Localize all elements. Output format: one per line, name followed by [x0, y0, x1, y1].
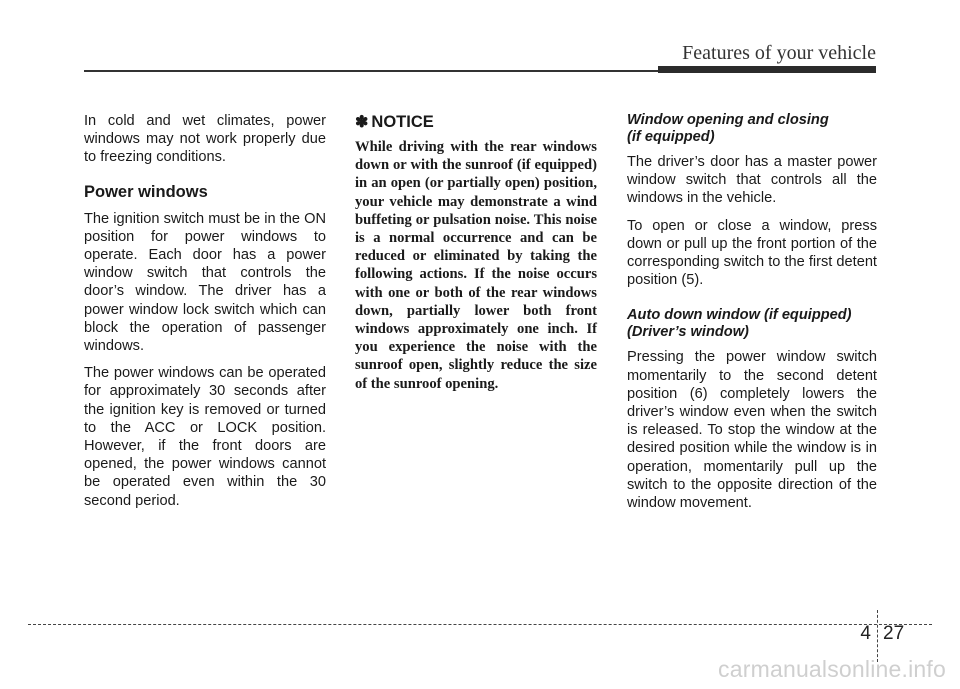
watermark: carmanualsonline.info [718, 656, 946, 682]
page-number-separator [877, 610, 878, 662]
header-accent-bar [658, 66, 876, 73]
auto-down-paragraph: Pressing the power window switch momentarily to the second detent position (6) completely lowers the driver’s window even when the switch is released. To stop the window at the desired position while the window is in operation, momentarily pull up the switch to the opposite direction of the window movement. [627, 349, 877, 512]
page-header-title: Features of your vehicle [682, 42, 876, 64]
column-right [627, 112, 877, 521]
section-title-power-windows: Power windows [84, 182, 208, 201]
power-windows-paragraph-1: The ignition switch must be in the ON position for power windows to operate. Each door has a power window switch that controls the door’s window. The driver has a power window lock switch which can block the operation of passenger windows. [84, 210, 326, 355]
notice-body: While driving with the rear windows down or with the sunroof (if equipped) in an open (or partially open) position, your vehicle may demonstrate a wind buffeting or pulsation noise. This noise is a normal occurrence and can be reduced or eliminated by taking the following actions. If the noise occurs with one or both of the rear windows down, partially lower both front windows approximately one inch. If you experience the noise with the sunroof open, slightly reduce the size of the sunroof opening. [355, 139, 597, 392]
notice-star-icon: ✽ [355, 114, 369, 131]
subheading-auto-down: Auto down window (if equipped) (Driver’s window) [627, 307, 852, 341]
notice-heading [355, 112, 597, 132]
window-paragraph-1: The driver’s door has a master power window switch that controls all the windows in the vehicle. [627, 154, 877, 207]
power-windows-paragraph-2: The power windows can be operated for approximately 30 seconds after the ignition key is removed or turned to the ACC or LOCK position. However, if the front doors are opened, the power windows cannot be operated even within the 30 second period. [84, 365, 326, 509]
notice-title: NOTICE [371, 112, 434, 131]
chapter-number: 4 [860, 623, 871, 644]
subheading-window-opening: Window opening and closing (if equipped) [627, 112, 829, 145]
header-rule [84, 70, 664, 72]
page-number: 27 [883, 623, 905, 644]
intro-paragraph: In cold and wet climates, power windows may not work properly due to freezing conditions. [84, 113, 326, 166]
column-left [84, 112, 326, 519]
footer-dashed-rule [28, 624, 932, 625]
window-paragraph-2: To open or close a window, press down or pull up the front portion of the corresponding switch to the first detent position (5). [627, 217, 877, 289]
column-middle-notice [355, 112, 597, 393]
